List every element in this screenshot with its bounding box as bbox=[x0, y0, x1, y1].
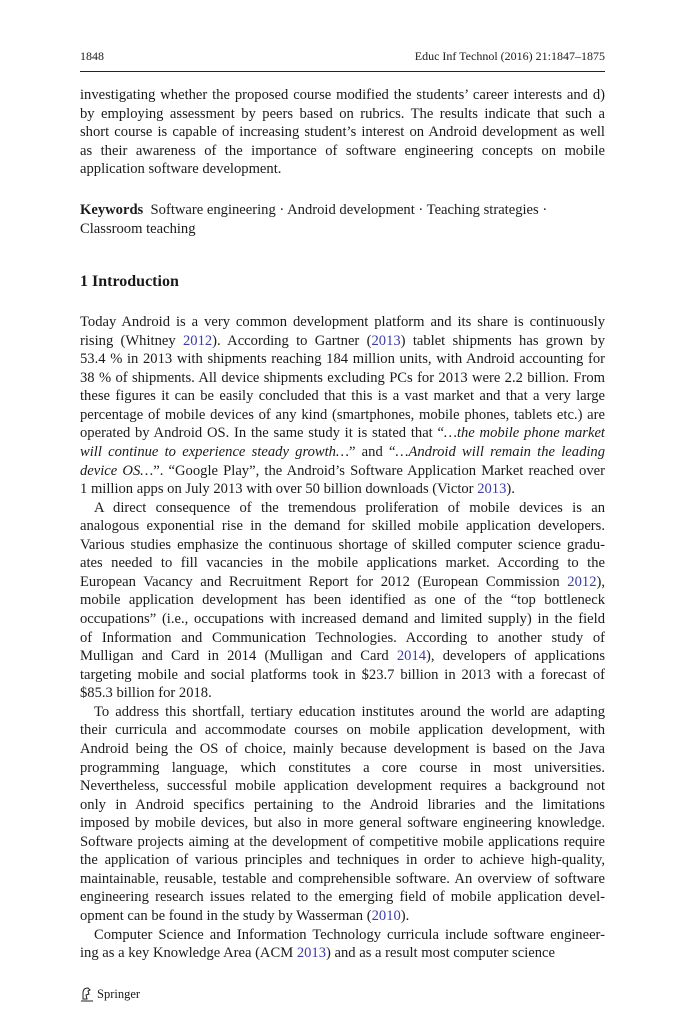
text-line bbox=[80, 313, 605, 332]
text-segment: ) and as a result most computer science bbox=[326, 945, 555, 962]
text-line bbox=[80, 105, 605, 124]
citation-link[interactable]: 2013 bbox=[296, 945, 327, 962]
text-segment: Various studies emphasize the continuous shortage of skilled computer science gradu- bbox=[80, 536, 605, 553]
publisher-footer bbox=[80, 986, 140, 1002]
text-line bbox=[80, 332, 605, 351]
keywords-label: Keywords bbox=[80, 202, 144, 218]
text-segment: ates needed to fill vacancies in the mobile applications market. According to the bbox=[80, 555, 605, 572]
text-line bbox=[80, 629, 605, 648]
text-line bbox=[80, 703, 605, 722]
text-segment: short course is capable of increasing student’s interest on Android development as well bbox=[80, 124, 605, 141]
paragraph bbox=[80, 499, 605, 703]
text-line bbox=[80, 666, 605, 685]
keywords-line-1: Software engineering · Android development · Teaching strategies · bbox=[150, 202, 548, 218]
text-segment: the application of various principles and techniques in order to achieve high-quality, bbox=[80, 852, 605, 869]
springer-horse-icon bbox=[80, 986, 94, 1002]
text-line bbox=[80, 160, 605, 179]
text-segment: analogous exponential rise in the demand for skilled mobile application developers. bbox=[80, 518, 605, 535]
italic-quote: …the mobile phone market bbox=[443, 425, 605, 442]
text-line bbox=[80, 684, 605, 703]
text-segment: rising (Whitney bbox=[80, 332, 183, 349]
text-line bbox=[80, 554, 605, 573]
text-line bbox=[80, 851, 605, 870]
abstract-tail bbox=[80, 86, 605, 179]
text-line bbox=[80, 647, 605, 666]
text-segment: ), developers of applications bbox=[426, 648, 605, 665]
text-line bbox=[80, 142, 605, 161]
text-line bbox=[80, 480, 605, 499]
text-segment: their curricula and accommodate courses on mobile application development, with bbox=[80, 722, 605, 739]
citation-link[interactable]: 2010 bbox=[371, 908, 401, 924]
text-segment: Software projects aiming at the development of competitive mobile applications require bbox=[80, 833, 605, 850]
text-line bbox=[80, 777, 605, 796]
text-line bbox=[80, 888, 605, 907]
text-line bbox=[80, 814, 605, 833]
text-segment: of Information and Communication Technologies. According to another study of bbox=[80, 629, 605, 646]
text-segment: percentage of mobile devices of any kind (smartphones, mobile phones, tablets etc.) are bbox=[80, 406, 605, 423]
citation-link[interactable]: 2013 bbox=[371, 332, 401, 349]
text-segment: ing as a key Knowledge Area (ACM bbox=[80, 945, 297, 962]
text-line bbox=[80, 573, 605, 592]
text-segment: ”. “Google Play”, the Android’s Software Application Market reached over bbox=[153, 462, 605, 479]
text-line bbox=[80, 350, 605, 369]
text-segment: 38 % of shipments. All device shipments excluding PCs for 2013 were 2.2 billion. From bbox=[80, 369, 605, 386]
text-segment: 1 million apps on July 2013 with over 50 billion downloads (Victor bbox=[80, 481, 478, 498]
text-segment: Nevertheless, successful mobile application development requires a background not bbox=[80, 778, 605, 795]
text-segment: maintainable, reusable, testable and comprehensible software. An overview of software bbox=[80, 870, 605, 887]
text-segment: imposed by mobile devices, but also in more general software engineering knowledge. bbox=[80, 815, 605, 832]
text-line bbox=[80, 759, 605, 778]
journal-citation: Educ Inf Technol (2016) 21:1847–1875 bbox=[414, 49, 605, 63]
italic-quote: …Android will remain the leading bbox=[395, 443, 605, 460]
text-segment: by employing assessment by peers based on rubrics. The results indicate that such a bbox=[80, 105, 605, 122]
text-segment: engineering research issues related to the emerging field of mobile application devel- bbox=[80, 889, 605, 906]
text-segment: programming language, which constitutes a core course in most universities. bbox=[80, 759, 605, 776]
text-line bbox=[80, 369, 605, 388]
text-segment: A direct consequence of the tremendous proliferation of mobile devices is an bbox=[94, 499, 605, 516]
text-line bbox=[80, 591, 605, 610]
text-line bbox=[80, 443, 605, 462]
text-segment: To address this shortfall, tertiary education institutes around the world are adapting bbox=[94, 703, 605, 720]
text-segment: ). bbox=[400, 908, 410, 924]
citation-link[interactable]: 2013 bbox=[477, 481, 507, 498]
section-heading: 1 Introduction bbox=[80, 273, 179, 290]
text-line bbox=[80, 536, 605, 555]
text-segment: ) tablet shipments has grown by bbox=[400, 332, 605, 349]
publisher-name: Springer bbox=[97, 986, 141, 1001]
header-rule bbox=[80, 71, 605, 72]
text-segment: European Vacancy and Recruitment Report for 2012 (European Commission bbox=[80, 573, 568, 590]
text-segment: application software development. bbox=[80, 161, 282, 178]
text-segment: targeting mobile and social platforms took in $23.7 billion in 2013 with a forecast of bbox=[80, 666, 605, 683]
paragraph bbox=[80, 313, 605, 499]
text-line bbox=[80, 499, 605, 518]
text-segment: Mulligan and Card in 2014 (Mulligan and Card bbox=[80, 648, 397, 665]
text-line bbox=[80, 424, 605, 443]
text-line bbox=[80, 406, 605, 425]
text-segment: ” and “ bbox=[348, 443, 396, 460]
text-segment: ), bbox=[596, 573, 605, 590]
text-line bbox=[80, 123, 605, 142]
text-segment: ). bbox=[506, 481, 515, 498]
text-line bbox=[80, 387, 605, 406]
text-segment: investigating whether the proposed course modified the students’ career interests and d) bbox=[80, 87, 605, 103]
text-line bbox=[80, 926, 605, 945]
keywords bbox=[80, 201, 605, 238]
text-line bbox=[80, 462, 605, 481]
italic-quote: will continue to experience steady growth… bbox=[80, 443, 349, 460]
text-line bbox=[80, 740, 605, 759]
text-line bbox=[80, 944, 605, 963]
citation-link[interactable]: 2012 bbox=[567, 573, 597, 590]
text-segment: Today Android is a very common development platform and its share is continuously bbox=[80, 314, 605, 330]
text-line bbox=[80, 86, 605, 105]
citation-link[interactable]: 2012 bbox=[182, 332, 213, 349]
keywords-line-2: Classroom teaching bbox=[80, 220, 196, 237]
text-segment: $85.3 billion for 2018. bbox=[80, 685, 212, 702]
italic-quote: device OS… bbox=[80, 462, 154, 479]
text-segment: occupations” (i.e., occupations with increased demand and limited supply) in the field bbox=[80, 611, 605, 627]
text-segment: operated by Android OS. In the same study it is stated that “ bbox=[80, 425, 444, 442]
text-line bbox=[80, 517, 605, 536]
text-segment: as their awareness of the importance of software engineering concepts on mobile bbox=[80, 142, 605, 159]
text-segment: only in Android specifics pertaining to the Android libraries and the limitations bbox=[80, 796, 605, 813]
text-line bbox=[80, 721, 605, 740]
paragraph bbox=[80, 703, 605, 926]
text-line bbox=[80, 610, 605, 629]
text-segment: ). According to Gartner ( bbox=[212, 332, 372, 349]
text-segment: mobile application development has been identified as one of the “top bottleneck bbox=[80, 592, 605, 609]
text-line bbox=[80, 907, 605, 926]
page-number: 1848 bbox=[80, 49, 104, 63]
text-segment: Computer Science and Information Technology curricula include software engineer- bbox=[94, 926, 605, 943]
body-text bbox=[80, 313, 605, 963]
text-segment: opment can be found in the study by Wasserman ( bbox=[80, 908, 372, 924]
text-segment: these figures it can be easily concluded that this is a vast market and that a very large bbox=[80, 388, 605, 405]
paragraph bbox=[80, 926, 605, 963]
text-line bbox=[80, 833, 605, 852]
text-line bbox=[80, 796, 605, 815]
text-segment: 53.4 % in 2013 with shipments reaching 184 million units, with Android accounting for bbox=[80, 351, 605, 368]
citation-link[interactable]: 2014 bbox=[396, 648, 427, 665]
text-segment: Android being the OS of choice, mainly because development is based on the Java bbox=[80, 740, 605, 757]
text-line bbox=[80, 870, 605, 889]
